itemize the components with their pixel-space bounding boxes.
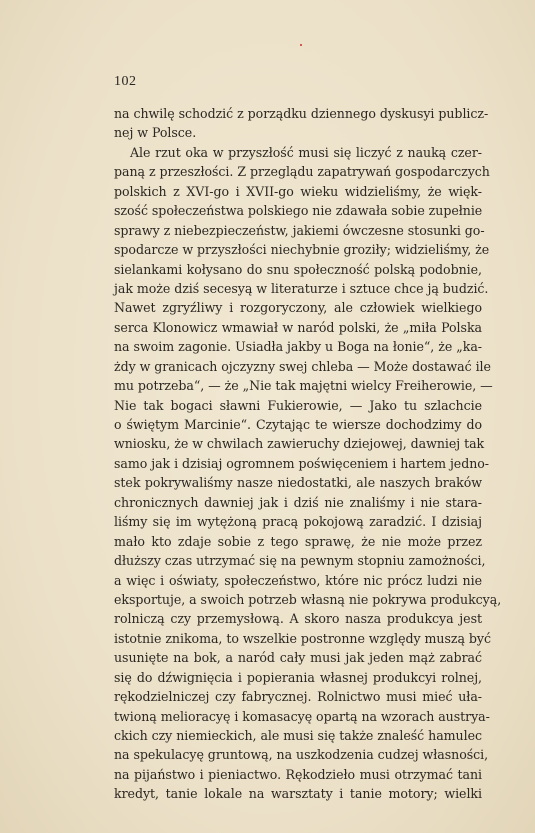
text-line: o świętym Marcinie“. Czytając te wiersze dochodzimy do <box>114 417 482 432</box>
text-line: mu potrzeba“, — że „Nie tak majętni wielcy Freiherowie, — <box>114 378 493 394</box>
text-line: paną z przeszłości. Z przeglądu zapatrywań gospodarczych <box>114 164 490 180</box>
text-line: na chwilę schodzić z porządku dziennego dyskusyi publicz- <box>114 106 489 121</box>
text-line: na spekulacyę gruntową, na uszkodzenia cudzej własności, <box>114 747 489 763</box>
text-line: polskich z XVI-go i XVII-go wieku widzieliśmy, że więk- <box>114 183 482 199</box>
text-line: Nawet zgryźliwy i rozgoryczony, ale człowiek wielkiego <box>114 300 482 316</box>
text-line: na swoim zagonie. Usiadła jakby u Boga na łonie“, że „ka- <box>114 339 482 355</box>
text-line: sielankami kołysano do snu społeczność polską podobnie, <box>114 261 482 277</box>
text-line: usunięte na bok, a naród cały musi jak jeden mąż zabrać <box>114 650 482 666</box>
text-line: kredyt, tanie lokale na warsztaty i tanie motory; wielki <box>114 786 482 802</box>
text-line: na pijaństwo i pieniactwo. Rękodzieło musi otrzymać tani <box>114 766 482 782</box>
text-line: stek pokrywaliśmy nasze niedostatki, ale naszych braków <box>114 475 482 491</box>
text-line: samo jak i dzisiaj ogromnem poświęceniem i hartem jedno- <box>114 455 490 471</box>
text-line: szość społeczeństwa polskiego nie zdawała sobie zupełnie <box>114 203 483 219</box>
text-line: mało kto zdaje sobie z tego sprawę, że nie może przez <box>114 533 482 549</box>
text-line: rękodzielniczej czy fabrycznej. Rolnictwo musi mieć uła- <box>114 689 482 705</box>
text-line: sprawy z niebezpieczeństw, jakiemi ówczesne stosunki go- <box>114 222 485 238</box>
body-text <box>114 104 502 804</box>
text-line: żdy w granicach ojczyzny swej chleba — Może dostawać ile <box>114 358 491 374</box>
text-line: twioną melioracyę i komasacyę opartą na wzorach austrya- <box>114 708 490 724</box>
text-line: Ale rzut oka w przyszłość musi się liczyć z nauką czer- <box>130 144 482 160</box>
text-line: chronicznych dawniej jak i dziś nie znaliśmy i nie stara- <box>114 494 482 510</box>
text-line: serca Klonowicz wmawiał w naród polski, że „miła Polska <box>114 319 482 335</box>
text-line: eksportuje, a swoich potrzeb własną nie pokrywa produkcyą, <box>114 591 502 607</box>
ink-speck <box>300 44 302 46</box>
text-line: liśmy się im wytężoną pracą pokojową zaradzić. I dzisiaj <box>114 514 482 530</box>
page-number: 102 <box>114 74 137 89</box>
text-line: jak może dziś secesyą w literaturze i sztuce chce ją budzić. <box>114 280 489 296</box>
text-line: się do dźwignięcia i popierania własnej produkcyi rolnej, <box>114 669 482 685</box>
text-line: Nie tak bogaci sławni Fukierowie, — Jako tu szlachcie <box>114 397 482 413</box>
text-line: istotnie znikoma, to wszelkie postronne względy muszą być <box>114 630 491 646</box>
text-line: a więc i oświaty, społeczeństwo, które nic prócz ludzi nie <box>114 572 482 588</box>
text-line: dłuższy czas utrzymać się na pewnym stopniu zamożności, <box>114 553 486 569</box>
text-line: nej w Polsce. <box>114 125 197 141</box>
text-line: ckich czy niemieckich, ale musi się także znaleść hamulec <box>114 728 482 743</box>
text-line: wniosku, że w chwilach zawieruchy dziejowej, dawniej tak <box>114 436 485 452</box>
text-line: rolniczą czy przemysłową. A skoro nasza produkcya jest <box>114 611 482 627</box>
text-line: spodarcze w przyszłości niechybnie groziły; widzieliśmy, że <box>114 242 490 258</box>
